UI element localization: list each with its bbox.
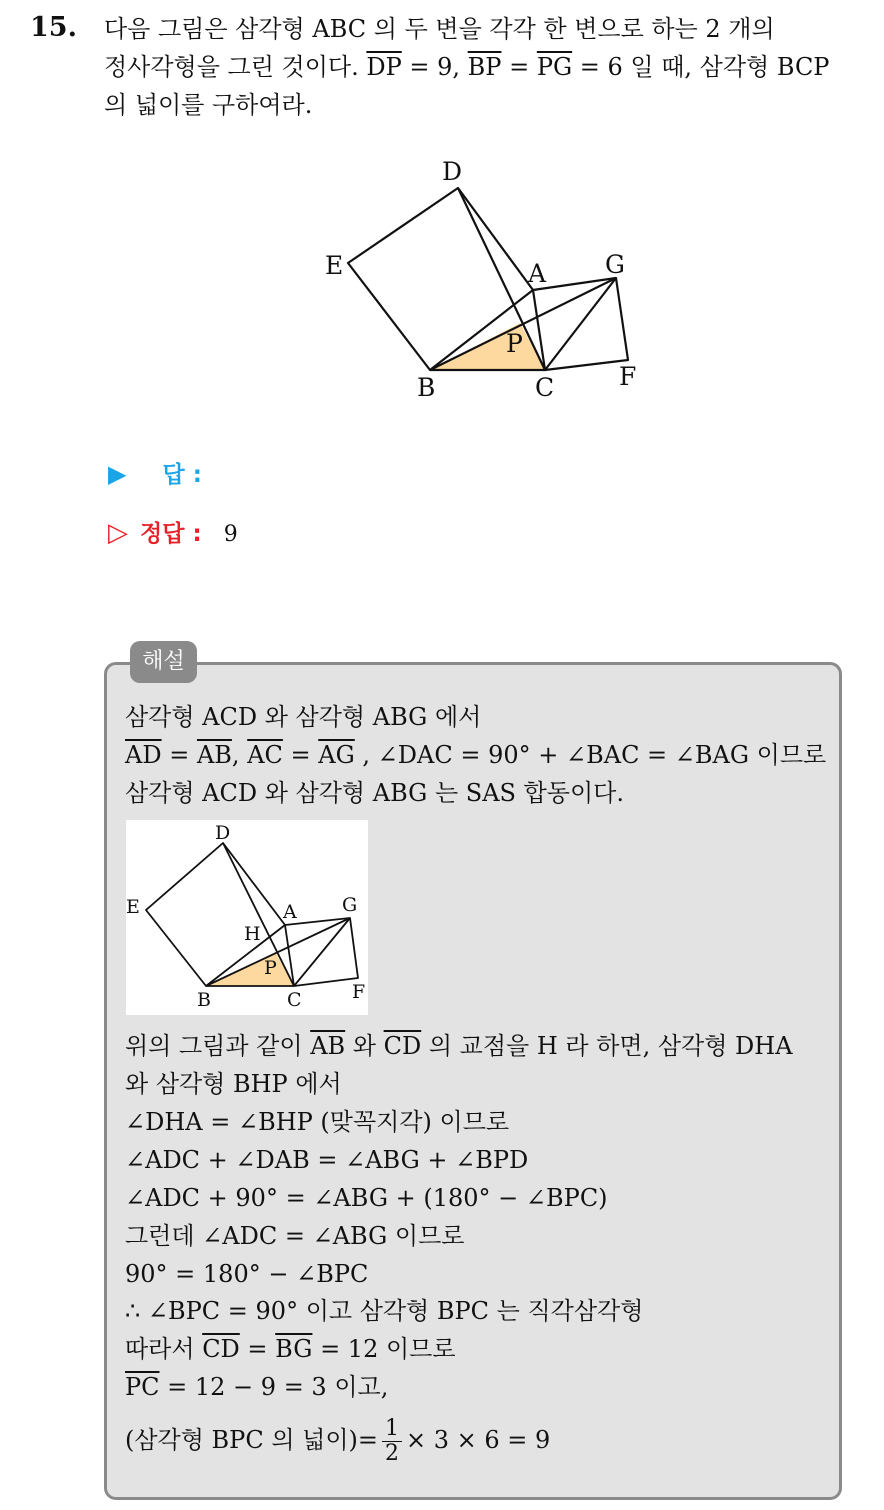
triangle-bpc-fill — [430, 323, 545, 370]
question-number: 15. — [30, 12, 77, 43]
solution-line-13: $\overline{PC} = 12 - 9 = 3$ 이고, — [125, 1373, 389, 1401]
solution-line-2: $\overline{AD} = \overline{AB}$, $\overline{AC} = \overline{AG}$ , ∠DAC = 90° + ∠BAC = ∠BAG 이므로 — [125, 741, 827, 769]
label2-e: E — [126, 896, 140, 918]
label-e: E — [325, 251, 344, 280]
solution-line-3: 삼각형 ACD 와 삼각형 ABG 는 SAS 합동이다. — [125, 779, 624, 807]
solution-line-12: 따라서 $\overline{CD} = \overline{BG} = 12$ 이므로 — [125, 1335, 456, 1363]
solution-line-9: 그런데 ∠ADC = ∠ABG 이므로 — [125, 1222, 465, 1250]
label2-d: D — [215, 822, 231, 844]
label2-h: H — [244, 923, 261, 945]
label-c: C — [535, 373, 555, 402]
answer-arrow-icon: ▶ — [108, 460, 127, 488]
label-d: D — [442, 157, 463, 186]
solution-line-8: ∠ADC + 90° = ∠ABG + (180° − ∠BPC) — [125, 1184, 608, 1212]
label-p: P — [506, 329, 523, 358]
correct-label: 정답 : — [140, 521, 202, 547]
correct-value: 9 — [223, 522, 238, 547]
label2-a: A — [283, 901, 297, 923]
solution-figure — [126, 820, 368, 1015]
solution-line-7: ∠ADC + ∠DAB = ∠ABG + ∠BPD — [125, 1146, 529, 1174]
question-figure — [320, 150, 650, 405]
solution-line-5: 와 삼각형 BHP 에서 — [125, 1070, 342, 1098]
label2-b: B — [197, 989, 211, 1011]
solution-line-1: 삼각형 ACD 와 삼각형 ABG 에서 — [125, 703, 482, 731]
solution-line-14: (삼각형 BPC 의 넓이)= $\frac{1}{2}$ × 3 × 6 = 9 — [125, 1416, 551, 1466]
solution-line-6: ∠DHA = ∠BHP (맞꼭지각) 이므로 — [125, 1108, 510, 1136]
solution-line-4: 위의 그림과 같이 $\overline{AB}$ 와 $\overline{CD}$ 의 교점을 H 라 하면, 삼각형 DHA — [125, 1032, 793, 1060]
label2-p: P — [264, 957, 277, 979]
question-line-1: 다음 그림은 삼각형 ABC 의 두 변을 각각 한 변으로 하는 2 개의 — [104, 15, 775, 43]
label-a: A — [528, 259, 547, 288]
segment-cg — [545, 278, 616, 370]
solution-tag: 해설 — [130, 641, 197, 683]
label-g: G — [605, 250, 625, 279]
solution-line-10: 90° = 180° − ∠BPC — [125, 1260, 369, 1288]
label2-g: G — [342, 894, 358, 916]
label2-f: F — [352, 981, 366, 1003]
label-b: B — [417, 373, 436, 402]
answer-row — [108, 456, 202, 489]
answer-label: 답 : — [162, 462, 202, 488]
label-f: F — [619, 362, 637, 391]
question-line-2: 정사각형을 그린 것이다. $\overline{DP} = 9$, $\overline{BP} = \overline{PG} = 6$ 일 때, 삼각형 BCP — [104, 53, 830, 81]
question-line-3: 의 넓이를 구하여라. — [104, 91, 313, 119]
correct-answer-row — [108, 515, 238, 548]
fraction-one-half: $\frac{1}{2}$ — [382, 1417, 402, 1466]
correct-arrow-icon: ▷ — [108, 518, 128, 548]
solution-line-11: ∴ ∠BPC = 90° 이고 삼각형 BPC 는 직각삼각형 — [125, 1297, 644, 1325]
label2-c: C — [287, 989, 302, 1011]
